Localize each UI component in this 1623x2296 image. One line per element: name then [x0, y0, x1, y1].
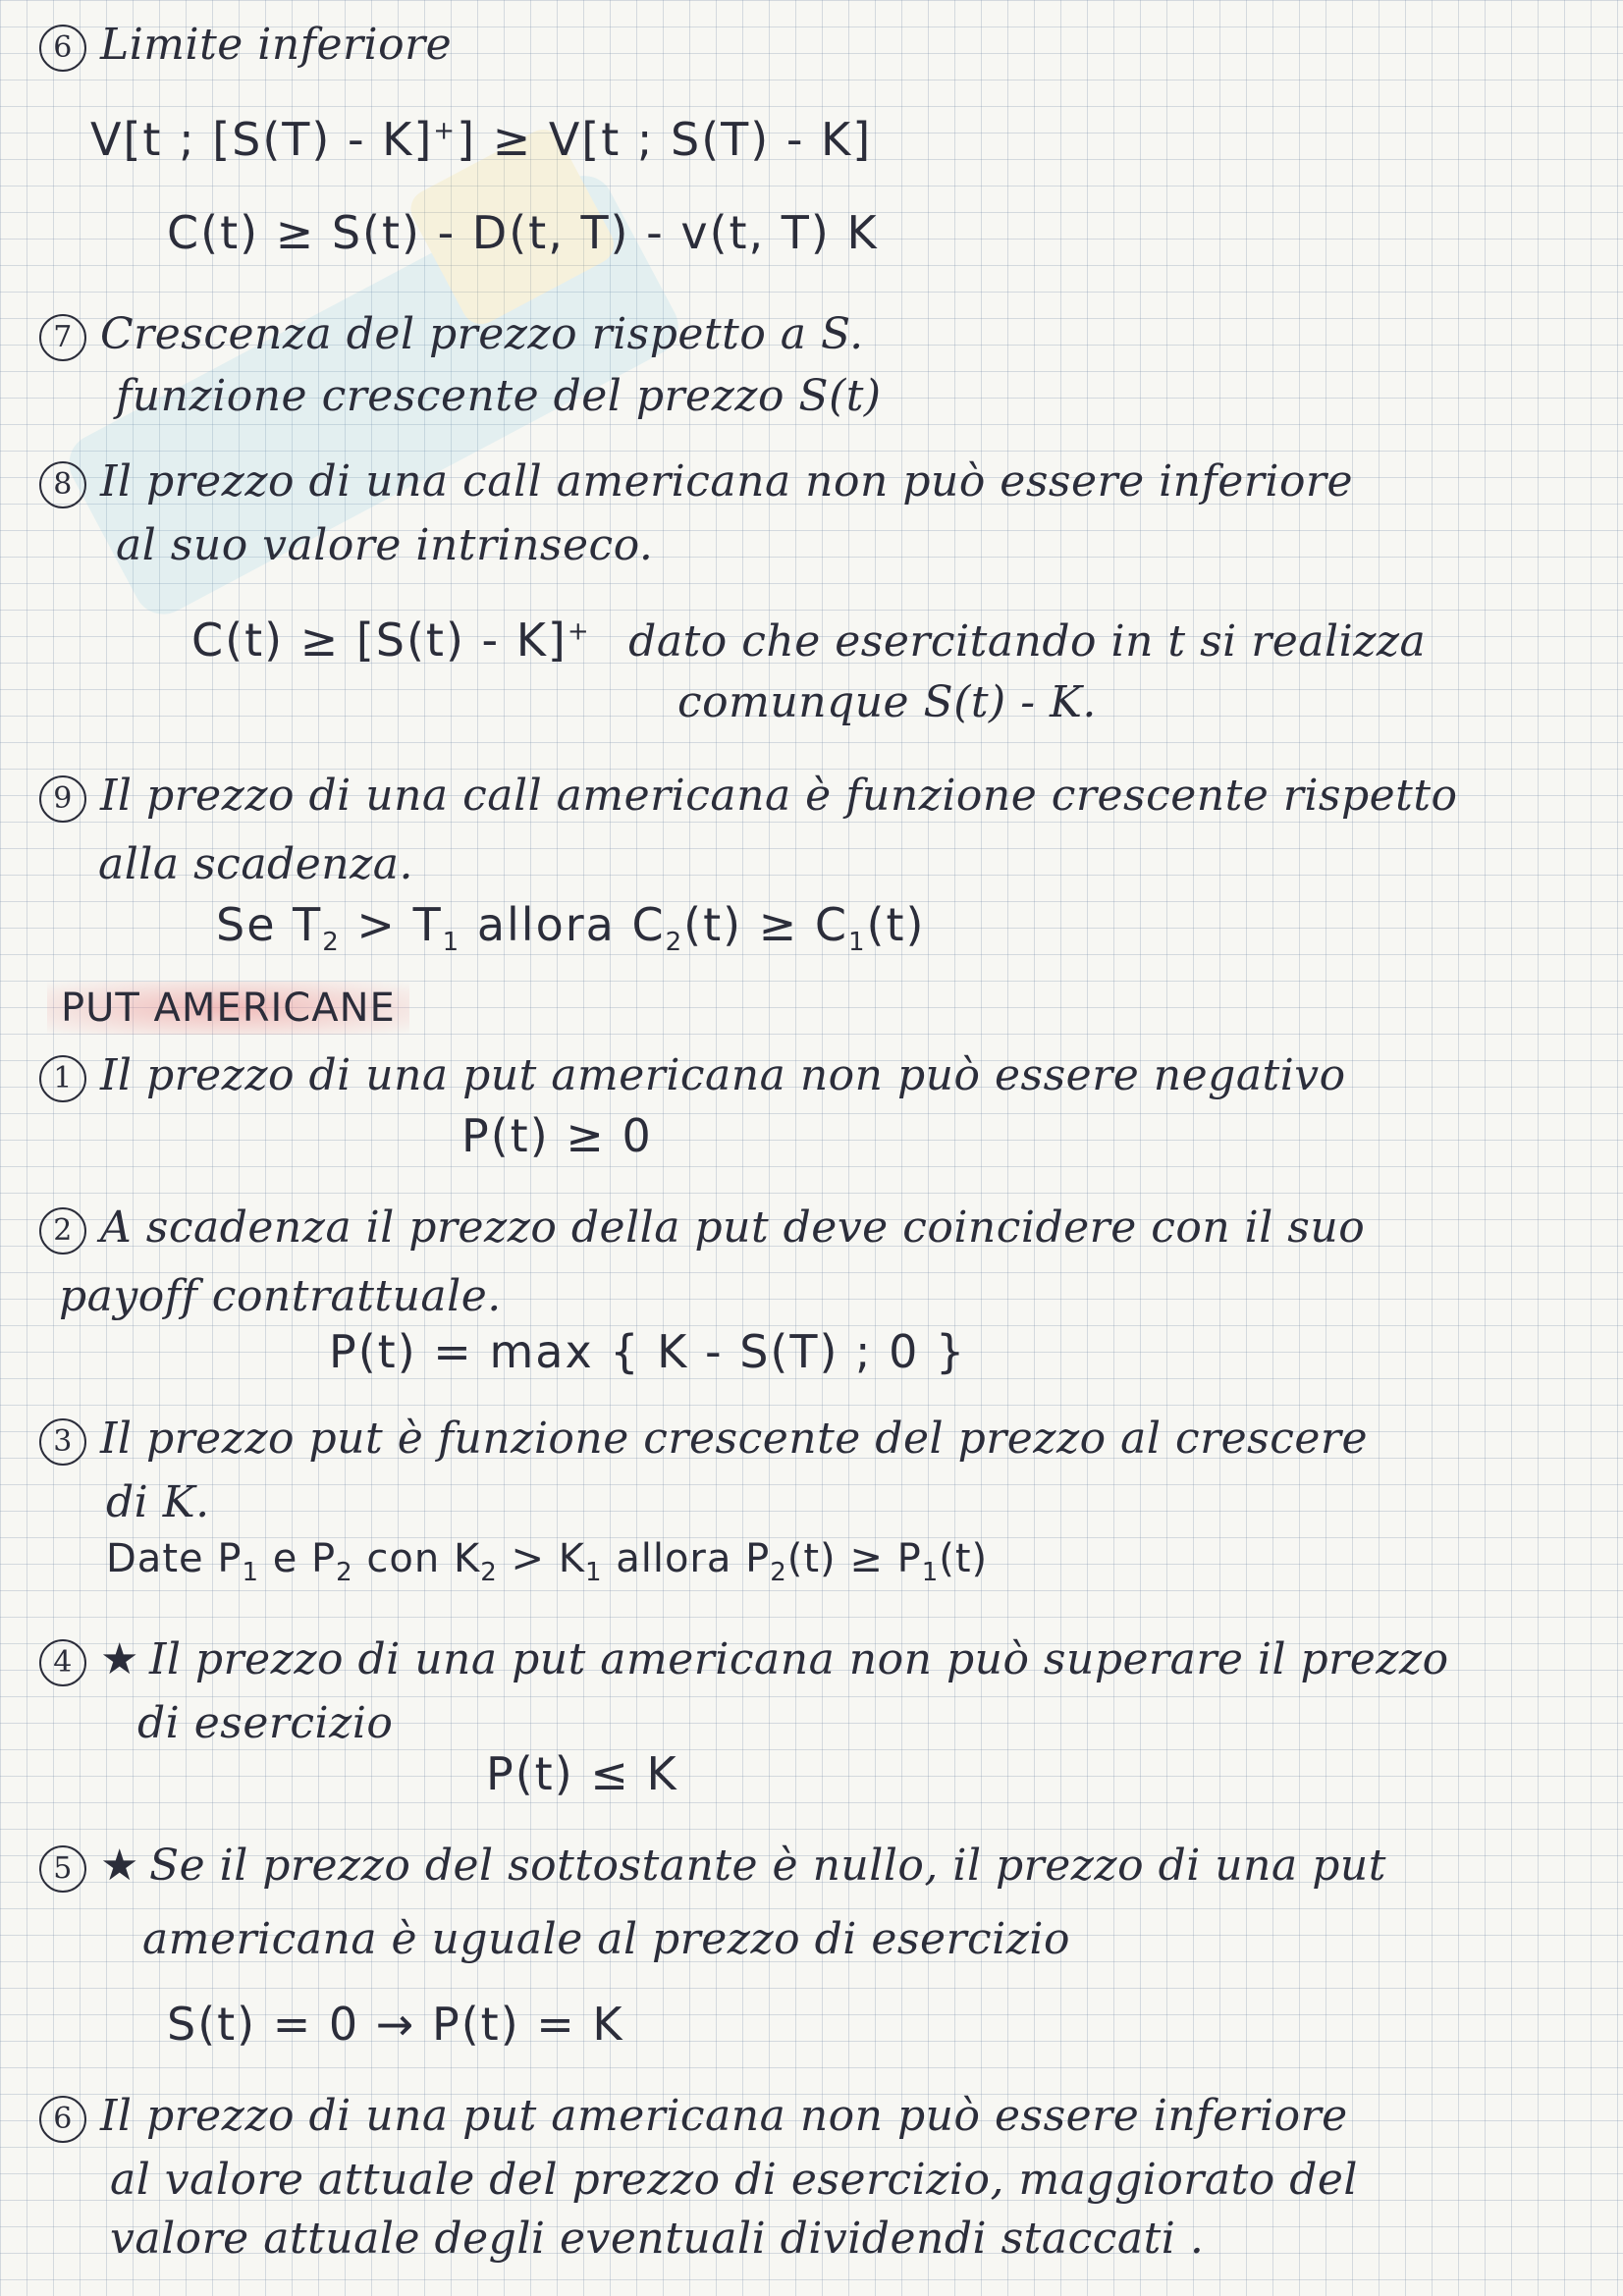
- item-number: 2: [39, 1207, 86, 1255]
- section-heading-put-americane: PUT AMERICANE: [47, 982, 409, 1035]
- star-icon: ★: [100, 1634, 139, 1684]
- call-item-6-title: 6 Limite inferiore: [39, 20, 452, 72]
- item-number: 4: [39, 1639, 86, 1686]
- put-item-6-title: 6 Il prezzo di una put americana non può essere inferiore: [39, 2091, 1348, 2143]
- put-item-1-title: 1 Il prezzo di una put americana non può essere negativo: [39, 1050, 1346, 1102]
- call-item-6-formula-2: C(t) ≥ S(t) - D(t, T) - v(t, T) K: [167, 206, 879, 259]
- call-item-9-title: 9 Il prezzo di una call americana è funzione crescente rispetto: [39, 771, 1458, 823]
- put-item-5-title: 5 ★ Se il prezzo del sottostante è nullo, il prezzo di una put: [39, 1841, 1386, 1893]
- put-item-2-formula: P(t) = max { K - S(T) ; 0 }: [329, 1325, 967, 1378]
- call-item-8-text: al suo valore intrinseco.: [116, 520, 654, 570]
- item-number: 6: [39, 2096, 86, 2143]
- item-number: 9: [39, 775, 86, 823]
- put-item-3-text: di K.: [106, 1477, 210, 1527]
- put-item-2-text: payoff contrattuale.: [59, 1271, 502, 1321]
- item-number: 7: [39, 314, 86, 361]
- call-item-7-text: funzione crescente del prezzo S(t): [116, 371, 882, 421]
- put-item-4-text: di esercizio: [137, 1698, 394, 1748]
- put-item-6-text: al valore attuale del prezzo di esercizio, maggiorato del: [110, 2155, 1359, 2205]
- item-number: 6: [39, 25, 86, 72]
- call-item-6-formula-1: V[t ; [S(T) - K]+] ≥ V[t ; S(T) - K]: [90, 113, 873, 166]
- put-item-3-title: 3 Il prezzo put è funzione crescente del prezzo al crescere: [39, 1414, 1368, 1466]
- call-item-8-text-2: comunque S(t) - K.: [677, 677, 1097, 727]
- put-item-4-formula: P(t) ≤ K: [486, 1747, 678, 1800]
- put-item-5-text: americana è uguale al prezzo di esercizio: [142, 1914, 1070, 1964]
- call-item-9-text: alla scadenza.: [98, 839, 413, 889]
- item-number: 1: [39, 1055, 86, 1102]
- put-item-6-text-2: valore attuale degli eventuali dividendi staccati .: [110, 2214, 1205, 2264]
- call-item-7-title: 7 Crescenza del prezzo rispetto a S.: [39, 309, 864, 361]
- item-number: 8: [39, 461, 86, 508]
- put-item-4-title: 4 ★ Il prezzo di una put americana non può superare il prezzo: [39, 1634, 1449, 1686]
- put-item-1-formula: P(t) ≥ 0: [461, 1109, 653, 1162]
- item-number: 3: [39, 1418, 86, 1466]
- call-item-8-formula: C(t) ≥ [S(t) - K]+ dato che esercitando in t si realizza: [191, 614, 1427, 667]
- item-number: 5: [39, 1845, 86, 1893]
- call-item-9-formula: Se $T_2 > T_1$ allora $C_2(t) \ge C_1(t)$: [216, 898, 926, 958]
- put-item-3-formula: Date $P_1$ e $P_2$ con $K_2 > K_1$ allora $P_2(t) \ge P_1(t)$: [106, 1536, 989, 1587]
- star-icon: ★: [100, 1841, 139, 1891]
- call-item-8-title: 8 Il prezzo di una call americana non può essere inferiore: [39, 456, 1353, 508]
- put-item-5-formula: S(t) = 0 → P(t) = K: [167, 1998, 624, 2051]
- put-item-2-title: 2 A scadenza il prezzo della put deve coincidere con il suo: [39, 1202, 1365, 1255]
